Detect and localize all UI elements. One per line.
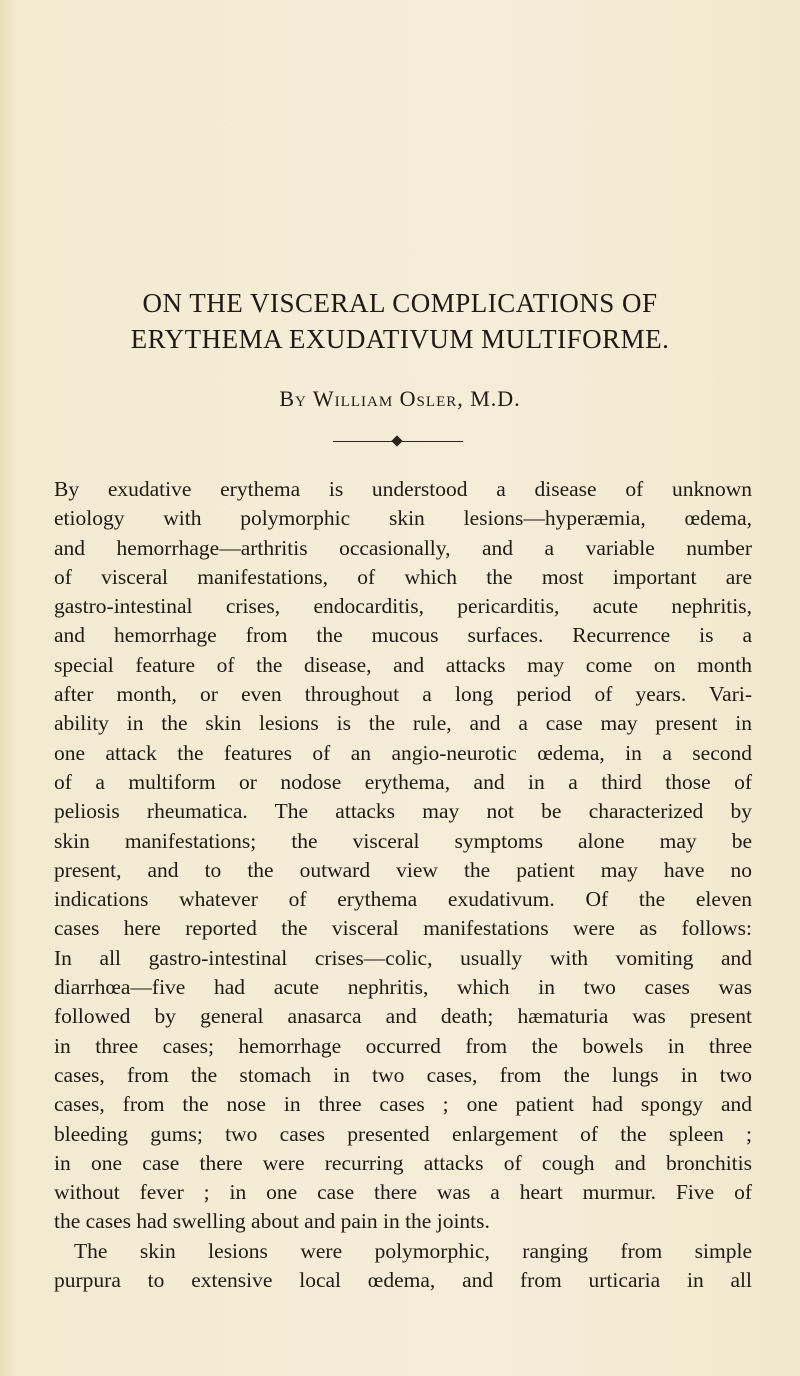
- title-line-2: ERYTHEMA EXUDATIVUM MULTIFORME.: [130, 324, 670, 354]
- text-line: ability in the skin lesions is the rule, and a case may present in: [54, 711, 752, 736]
- text-line: In all gastro-intestinal crises—colic, usually with vomiting and: [54, 945, 752, 970]
- text-line: of a multiform or nodose erythema, and in a third those of: [54, 769, 752, 794]
- text-line: present, and to the outward view the patient may have no: [54, 857, 752, 882]
- text-line: without fever ; in one case there was a heart murmur. Five of: [54, 1180, 752, 1205]
- text-line: purpura to extensive local œdema, and from urticaria in all: [54, 1268, 752, 1293]
- title-line-1: ON THE VISCERAL COMPLICATIONS OF: [142, 288, 658, 318]
- text-line: in one case there were recurring attacks of cough and bronchitis: [54, 1150, 752, 1175]
- text-line: and hemorrhage—arthritis occasionally, and a variable number: [54, 535, 752, 560]
- divider-ornament: [333, 435, 463, 447]
- text-line: in three cases; hemorrhage occurred from the bowels in three: [54, 1033, 752, 1058]
- text-line: the cases had swelling about and pain in the joints.: [54, 1209, 490, 1234]
- text-line: after month, or even throughout a long period of years. Vari-: [54, 682, 752, 707]
- text-line: cases, from the stomach in two cases, from the lungs in two: [54, 1062, 752, 1087]
- author-byline: By William Osler, M.D.: [279, 386, 521, 411]
- text-line: etiology with polymorphic skin lesions—hyperæmia, œdema,: [54, 506, 752, 531]
- text-line: bleeding gums; two cases presented enlargement of the spleen ;: [54, 1121, 752, 1146]
- text-line: gastro-intestinal crises, endocarditis, pericarditis, acute nephritis,: [54, 594, 752, 619]
- paragraph-2: [54, 1237, 752, 1296]
- text-line: cases here reported the visceral manifestations were as follows:: [54, 916, 752, 941]
- paragraph-1: [54, 475, 752, 1237]
- text-line: skin manifestations; the visceral symptoms alone may be: [54, 828, 752, 853]
- text-line: cases, from the nose in three cases ; one patient had spongy and: [54, 1092, 752, 1117]
- article-body: [54, 475, 752, 1295]
- diamond-icon: [391, 435, 402, 446]
- text-line: By exudative erythema is understood a disease of unknown: [54, 477, 752, 501]
- text-line: indications whatever of erythema exudativum. Of the eleven: [54, 887, 752, 912]
- text-line: one attack the features of an angio-neurotic œdema, in a second: [54, 740, 752, 765]
- text-line: followed by general anasarca and death; hæmaturia was present: [54, 1004, 752, 1029]
- text-line: peliosis rheumatica. The attacks may not be characterized by: [54, 799, 752, 824]
- text-line: diarrhœa—five had acute nephritis, which in two cases was: [54, 975, 752, 1000]
- text-line: special feature of the disease, and attacks may come on month: [54, 652, 752, 677]
- text-line: and hemorrhage from the mucous surfaces. Recurrence is a: [54, 623, 752, 648]
- text-line: of visceral manifestations, of which the most important are: [54, 564, 752, 589]
- text-line: The skin lesions were polymorphic, ranging from simple: [74, 1238, 752, 1263]
